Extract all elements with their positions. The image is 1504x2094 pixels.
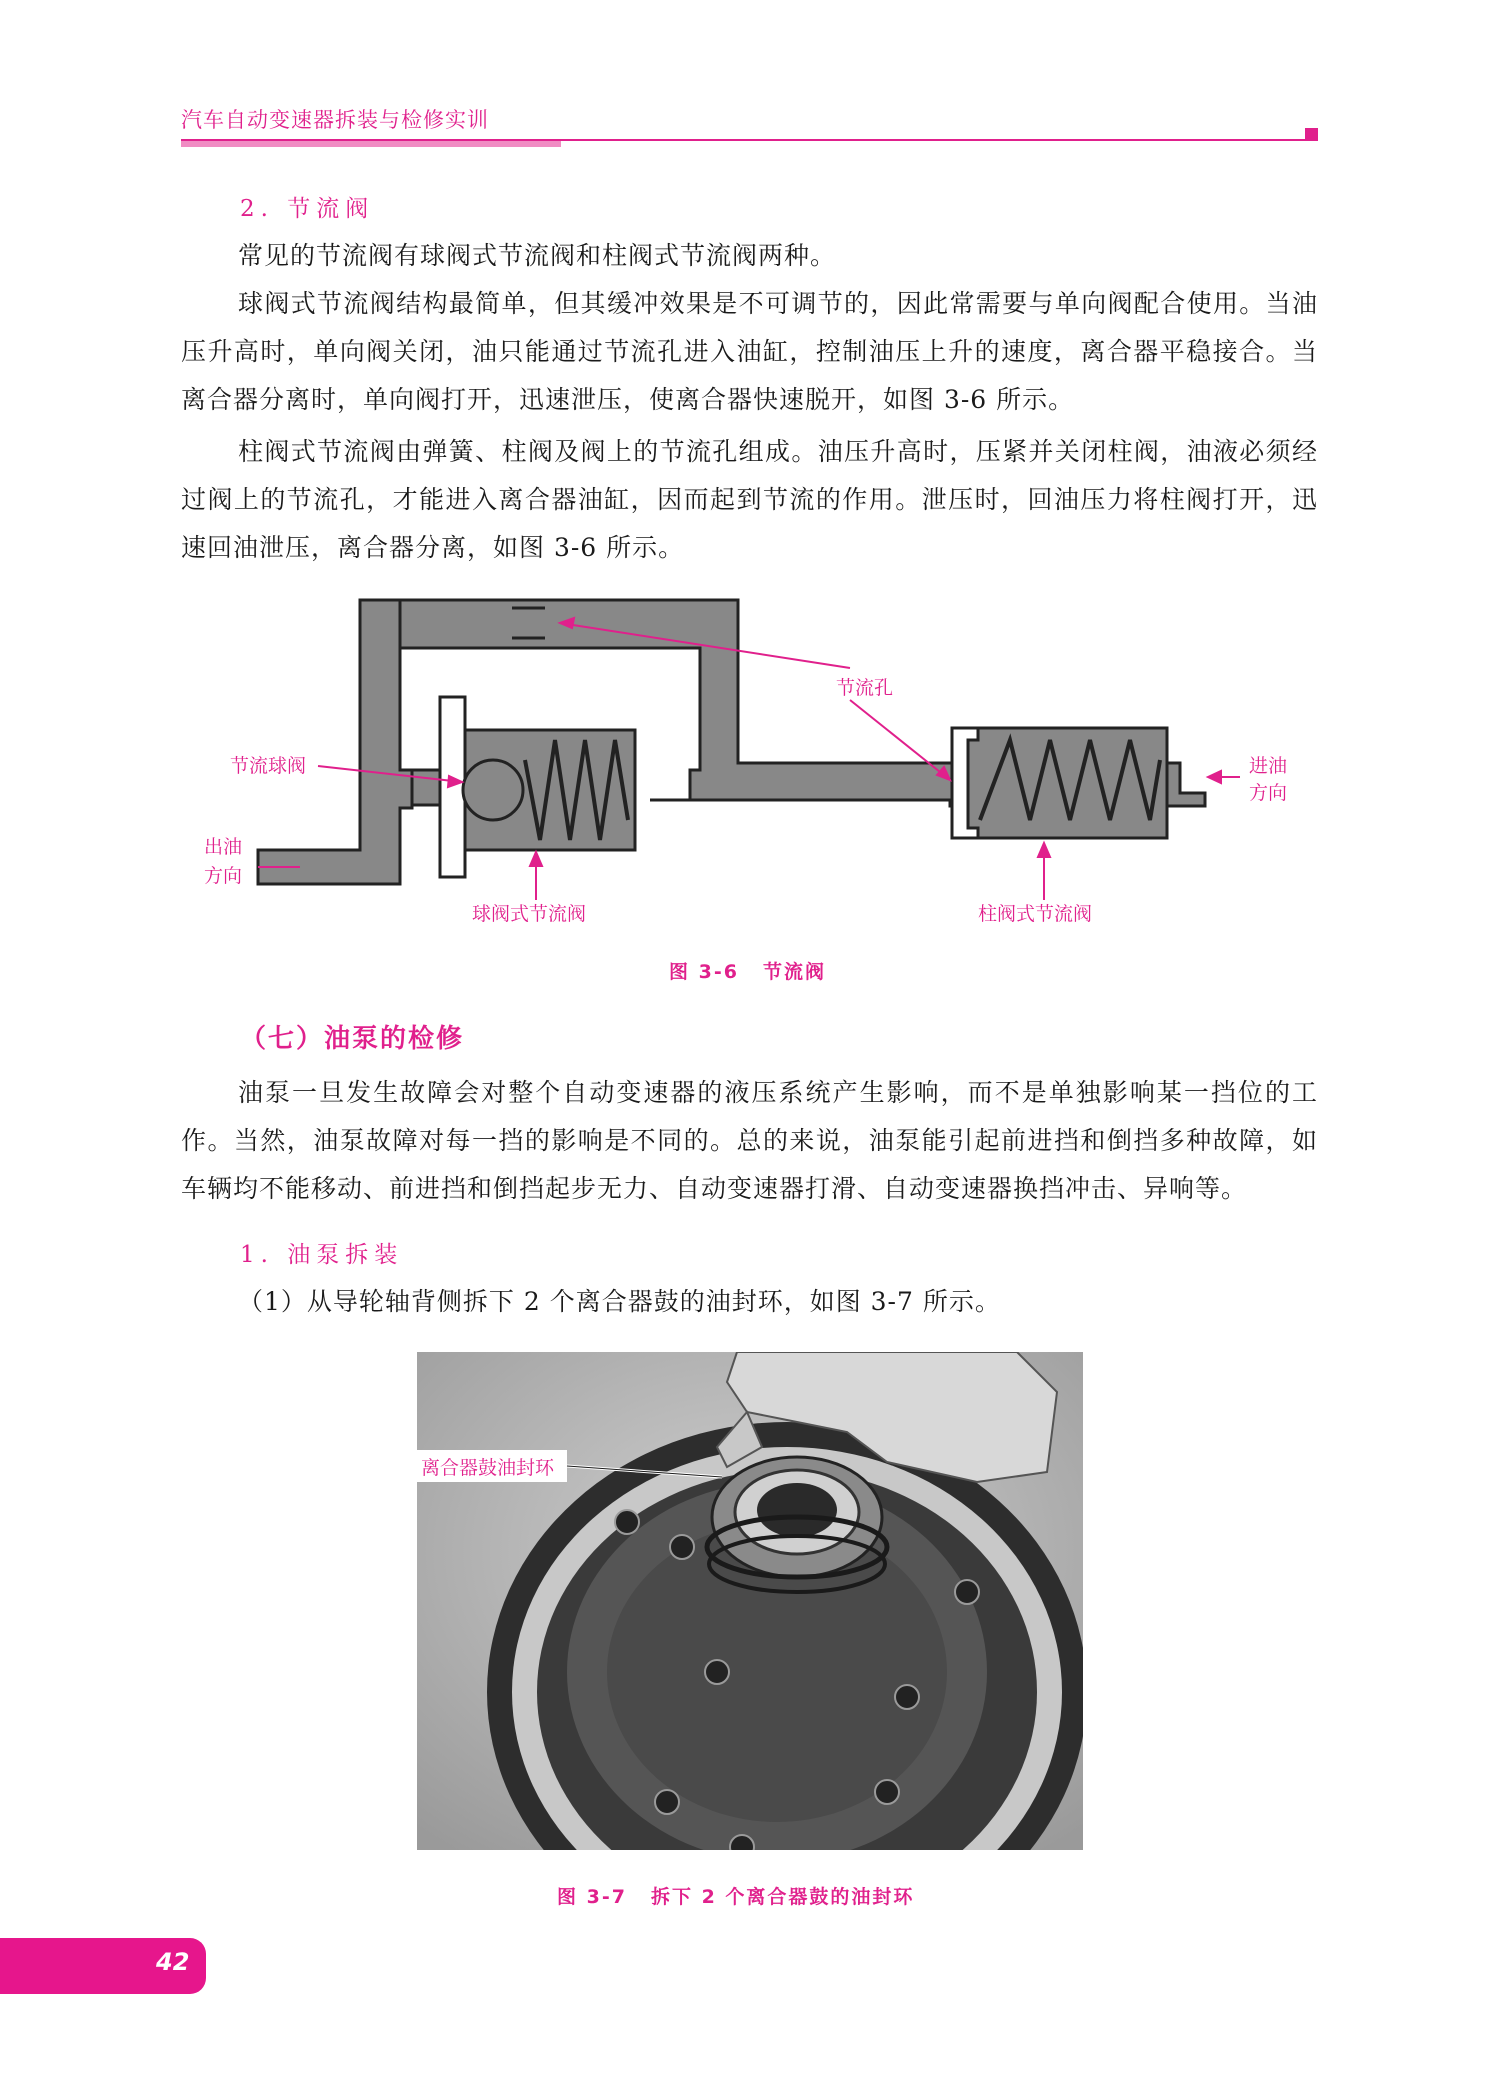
- label-inlet-line2: 方向: [1249, 782, 1288, 804]
- ball-valve-ball: [463, 760, 523, 820]
- figure-3-7-photo: [417, 1352, 1083, 1850]
- section-heading-oil-pump: （七）油泵的检修: [240, 1024, 465, 1054]
- label-clutch-drum-seal-ring: 离合器鼓油封环: [421, 1457, 555, 1479]
- label-ball-type-valve: 球阀式节流阀: [472, 903, 587, 925]
- ball-valve-seat-plate: [440, 697, 465, 877]
- figure-3-6-diagram: [0, 0, 1504, 960]
- paragraph-throttle-types: 常见的节流阀有球阀式节流阀和柱阀式节流阀两种。: [238, 241, 837, 270]
- caption-figure-3-7-number: 图 3-7: [557, 1886, 627, 1908]
- caption-figure-3-6-number: 图 3-6: [669, 961, 739, 983]
- running-header-title: 汽车自动变速器拆装与检修实训: [181, 108, 489, 132]
- caption-figure-3-6: [669, 957, 826, 984]
- caption-figure-3-7: [557, 1882, 914, 1909]
- subheading-throttle-valve: 2. 节流阀: [240, 196, 375, 222]
- paragraph-step-1: （1）从导轮轴背侧拆下 2 个离合器鼓的油封环，如图 3-7 所示。: [238, 1287, 1001, 1316]
- label-outlet-line2: 方向: [204, 865, 243, 887]
- paragraph-ball-valve: 球阀式节流阀结构最简单，但其缓冲效果是不可调节的，因此常需要与单向阀配合使用。当油压升高时，单向阀关闭，油只能通过节流孔进入油缸，控制油压上升的速度，离合器平稳接合。当离合器分离时，单向阀打开，迅速泄压，使离合器快速脱开，如图 3-6 所示。: [181, 289, 1318, 414]
- caption-figure-3-6-text: 节流阀: [762, 961, 826, 983]
- label-inlet-line1: 进油: [1249, 755, 1288, 777]
- subheading-oil-pump-disassembly: 1. 油泵拆装: [240, 1242, 404, 1268]
- label-orifice: 节流孔: [836, 677, 894, 699]
- paragraph-spool-valve: 柱阀式节流阀由弹簧、柱阀及阀上的节流孔组成。油压升高时，压紧并关闭柱阀，油液必须经过阀上的节流孔，才能进入离合器油缸，因而起到节流的作用。泄压时，回油压力将柱阀打开，迅速回油泄压，离合器分离，如图 3-6 所示。: [181, 437, 1318, 562]
- label-outlet-line1: 出油: [204, 836, 243, 858]
- caption-figure-3-7-text: 拆下 2 个离合器鼓的油封环: [650, 1886, 915, 1908]
- label-spool-type-valve: 柱阀式节流阀: [978, 903, 1093, 925]
- page-number: 42: [156, 1948, 190, 1976]
- label-throttle-ball-valve: 节流球阀: [230, 755, 307, 777]
- paragraph-oil-pump-faults: 油泵一旦发生故障会对整个自动变速器的液压系统产生影响，而不是单独影响某一挡位的工作。当然，油泵故障对每一挡的影响是不同的。总的来说，油泵能引起前进挡和倒挡多种故障，如车辆均不能移动、前进挡和倒挡起步无力、自动变速器打滑、自动变速器换挡冲击、异响等。: [181, 1078, 1318, 1203]
